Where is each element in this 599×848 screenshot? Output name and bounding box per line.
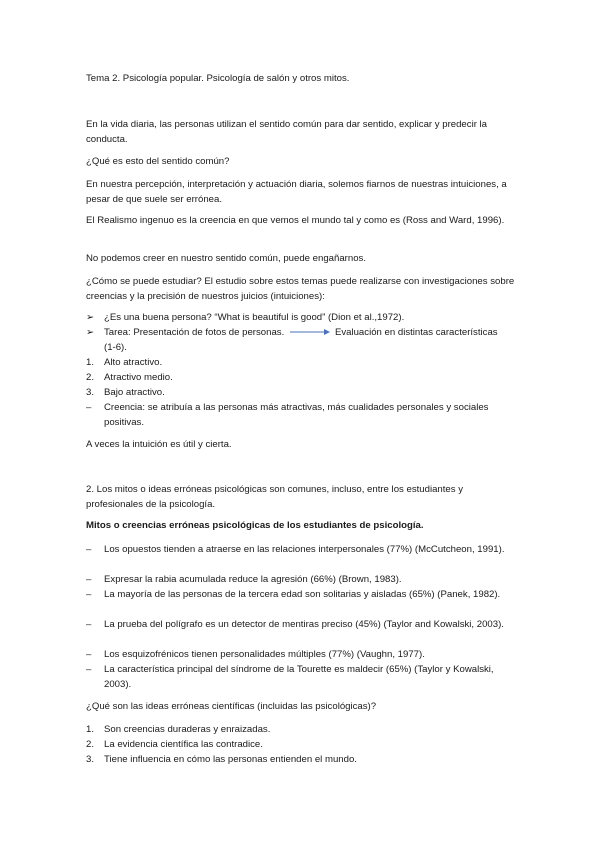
paragraph: En nuestra percepción, interpretación y actuación diaria, solemos fiarnos de nuestras intuiciones, a pesar de que suele ser errónea. [86,179,507,205]
list-item [86,355,514,370]
list-item-text: La característica principal del síndrome de la Tourette es maldecir (65%) (Taylor y Kowalski, 2003). [104,664,494,690]
arrow-bullet-icon: ➢ [86,312,95,323]
list-item-text: Evaluación en distintas características [334,327,498,338]
section-heading: Mitos o creencias erróneas psicológicas de los estudiantes de psicología. [86,520,424,531]
list-item-text: La mayoría de las personas de la tercera edad son solitarias y aisladas (65%) (Panek, 1982). [104,589,501,600]
list-item-text: Son creencias duraderas y enraizadas. [104,724,271,735]
list-item [86,752,514,767]
arrow-bullet-icon: ➢ [86,327,95,338]
list-item-text: Tarea: Presentación de fotos de personas. [104,327,285,338]
list-number: 3. [86,387,95,398]
list-number: 2. [86,372,95,383]
list-item-text: ¿Es una buena persona? “What is beautiful is good” (Dion et al.,1972). [104,312,405,323]
list-item [86,647,514,662]
list-item-text: Bajo atractivo. [104,387,165,398]
right-arrow-icon [290,328,330,336]
dash-bullet: – [86,589,92,600]
list-item [86,662,514,692]
list-item-text: La evidencia científica las contradice. [104,739,263,750]
list-item-text: Los esquizofrénicos tienen personalidades múltiples (77%) (Vaughn, 1977). [104,649,425,660]
dash-bullet: – [86,544,92,555]
list-item [86,737,514,752]
list-item [86,400,514,430]
paragraph: A veces la intuición es útil y cierta. [86,439,232,450]
dash-bullet: – [86,649,92,660]
list-item-text: Tiene influencia en cómo las personas entienden el mundo. [104,754,357,765]
list-item [86,617,514,632]
dash-bullet: – [86,402,92,413]
list-item [86,542,514,557]
list-item [86,572,514,587]
list-item-text: Los opuestos tienden a atraerse en las relaciones interpersonales (77%) (McCutcheon, 1991). [104,544,505,555]
list-number: 1. [86,724,95,735]
question: ¿Qué es esto del sentido común? [86,156,230,167]
question: ¿Qué son las ideas erróneas científicas (incluidas las psicológicas)? [86,701,377,712]
dash-bullet: – [86,664,92,675]
list-item [86,370,514,385]
document-title: Tema 2. Psicología popular. Psicología de salón y otros mitos. [86,73,350,84]
list-item-text: La prueba del polígrafo es un detector de mentiras preciso (45%) (Taylor and Kowalski, 2003). [104,619,504,630]
list-number: 3. [86,754,95,765]
list-item [86,722,514,737]
list-number: 2. [86,739,95,750]
list-item-text: Atractivo medio. [104,372,173,383]
section-paragraph: 2. Los mitos o ideas erróneas psicológicas son comunes, incluso, entre los estudiantes y profesionales de la psicología. [86,484,464,510]
paragraph: ¿Cómo se puede estudiar? El estudio sobre estos temas puede realizarse con investigaciones sobre creencias y la precisión de nuestros juicios (intuiciones): [86,276,515,302]
list-item-text: Creencia: se atribuía a las personas más atractivas, más cualidades personales y sociales positivas. [104,402,489,428]
paragraph: El Realismo ingenuo es la creencia en que vemos el mundo tal y como es (Ross and Ward, 1996). [86,215,505,226]
list-item [86,385,514,400]
list-item [86,325,514,340]
list-item [86,587,514,602]
list-item-text: Expresar la rabia acumulada reduce la agresión (66%) (Brown, 1983). [104,574,402,585]
list-item-continuation: (1-6). [104,342,127,353]
list-item [86,310,514,325]
paragraph: En la vida diaria, las personas utilizan el sentido común para dar sentido, explicar y predecir la conducta. [86,119,488,145]
list-number: 1. [86,357,95,368]
paragraph: No podemos creer en nuestro sentido común, puede engañarnos. [86,253,366,264]
list-item-text: Alto atractivo. [104,357,163,368]
dash-bullet: – [86,619,92,630]
dash-bullet: – [86,574,92,585]
